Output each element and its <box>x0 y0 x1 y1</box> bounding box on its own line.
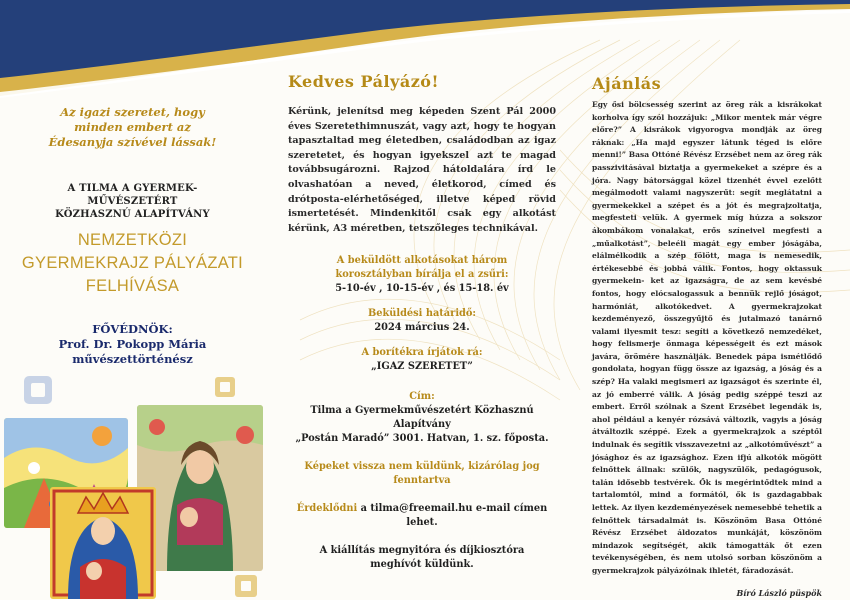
motto-quote: Az igazi szeretet, hogy minden embert az Édesanyja szívével lássak! <box>48 105 217 149</box>
decor-square-blue <box>22 374 54 406</box>
envelope-label: A borítékra írjátok rá: <box>361 347 483 359</box>
signature: Bíró László püspök <box>736 587 822 598</box>
deadline-label: Beküldési határidő: <box>367 308 477 320</box>
recommendation-body: Egy ősi bölcsesség szerint az öreg rák a kisrákokat korholva így szól hozzájuk: „Mikor mentek már végre előre?” A kisrákok vigyorogva mondják az öreg ráknak: „Ha majd egyszer látunk téged is előre menni!” Basa Ottóné Révész Erzsébet nem az öreg rák passzivitásával biztatja a gyermekeket a szépre és a jóra. Nagy bátorsággal közel tizenhét évvel ezelőtt megálmodott valami nagyszerűt: segít meglátatni a gyermekekkel a szépet és a jót és megrajzoltatja, megfesteti velük. A gyermek míg húzza a sokszor ákombákom vonalakat, erős színeivel megfesti a „műalkotást”, beleéli magát egy ember jóságába, elálmélkodik a szép fölött, maga is nemesedik, értékesebbé és jobbá válik. Fontos, hogy oktassuk gyermekein- ket az igazságra, de az sem kevésbé fontos, hogy elócsalogassuk a bennük rejlő jóságot, harmóniát, alkotókedvet. A gyermekrajzokat kezdeményező, összegyűjtő és jutalmazó tanárnő valami ilyesmit tesz: segíti a következő nemzedéket, hogy felismerje önmaga képességeit és ezt mások javára, örömére használják. Benedek pápa ismétlődő gondolata, hogyan függ össze az igazság, a jóság és a szép? Ha valaki megismeri az igazságot és szerinte él, az jó emberré válik. A jóság pedig széppé teszi az embert. Erről szólnak a Szent Erzsébet legendák is, ahol például a kenyér rózsává változik, vagyis a jóság átváltozik széppé. Ezek a gyermekrajzok a széptől indulnak és segítik visszavezetni az „alkotóművészt” a jósághoz és az igazsághoz. Ezen ifjú alkotók mögött felnőttek állnak: szülők, nagyszülők, pedagógusok, talán idősebb testvérek. Ők is megérintődtek mind a tartalomtól, mind a formától, ők is gazdagabbak lettek. Az ilyen kezdeményezések nemesebbé tehetik a felnőttek társadalmát is. Köszönöm Basa Ottóné Révész Erzsébet áldozatos munkáját, köszönöm mindazok segítségét, akik támogatták őt ezen tevékenységében, és nem utolsó sorban köszönöm a gyermekrajzok pályázóinak ihletét, fáradozását. <box>592 100 822 575</box>
age-groups: 5-10-év , 10-15-év , és 15-18. év <box>335 283 509 295</box>
deadline-date: 2024 március 24. <box>374 322 470 334</box>
middle-panel <box>288 72 556 572</box>
decor-square-gold-small <box>234 574 258 598</box>
info-label: Érdeklődni <box>296 503 358 515</box>
foundation-name: A TILMA A GYERMEK-MŰVÉSZETÉRT KÖZHASZNÚ ALAPÍTVÁNY <box>55 183 210 220</box>
decor-square-gold <box>214 376 236 398</box>
address-line-2: „Postán Maradó” 3001. Hatvan, 1. sz. főposta. <box>295 433 549 445</box>
left-panel <box>0 100 265 367</box>
envelope-text: „IGAZ SZERETET” <box>371 361 473 373</box>
child-drawing-icon <box>50 487 156 599</box>
address-line-1: Tilma a Gyermekművészetért Közhasznú Alapítvány <box>310 405 534 431</box>
right-panel <box>592 74 822 598</box>
patron-role: művészettörténész <box>72 352 193 366</box>
closing-line-1: A kiállítás megnyitóra és díjkiosztóra <box>319 545 525 557</box>
recommendation-heading: Ajánlás <box>592 74 662 93</box>
rights-note: Képeket vissza nem küldünk, kizárólag jog fenntartva <box>304 461 540 487</box>
info-text: a tilma@freemail.hu e-mail címen lehet. <box>357 503 548 529</box>
patron-name: Prof. Dr. Pokopp Mária <box>58 337 207 351</box>
closing-line-2: meghívót küldünk. <box>370 559 474 571</box>
greeting-heading: Kedves Pályázó! <box>288 72 439 91</box>
call-title: NEMZETKÖZI GYERMEKRAJZ PÁLYÁZATI FELHÍVÁSA <box>21 231 244 295</box>
jury-line-2: korosztályban bírálja el a zsűri: <box>335 269 509 281</box>
jury-line-1: A beküldött alkotásokat három <box>336 255 508 267</box>
address-label: Cím: <box>409 391 435 403</box>
patron-label: FŐVÉDNÖK: <box>92 322 173 336</box>
intro-paragraph: Kérünk, jelenítsd meg képeden Szent Pál 2000 éves Szeretethimnuszát, vagy azt, hogy te hogyan tapasztaltad meg életedben, családodban az igaz szeretetet, és hogyan igyekszel azt te magad továbbsugározni. Rajzod hátoldalára írd le olvashatóan a neved, életkorod, címed és drótposta-elérhetőséged, illetve képed rövid ismertetését. Mindenkitől csak egy alkotást kérünk, A3 méretben, tetszőleges technikával. <box>288 106 556 234</box>
